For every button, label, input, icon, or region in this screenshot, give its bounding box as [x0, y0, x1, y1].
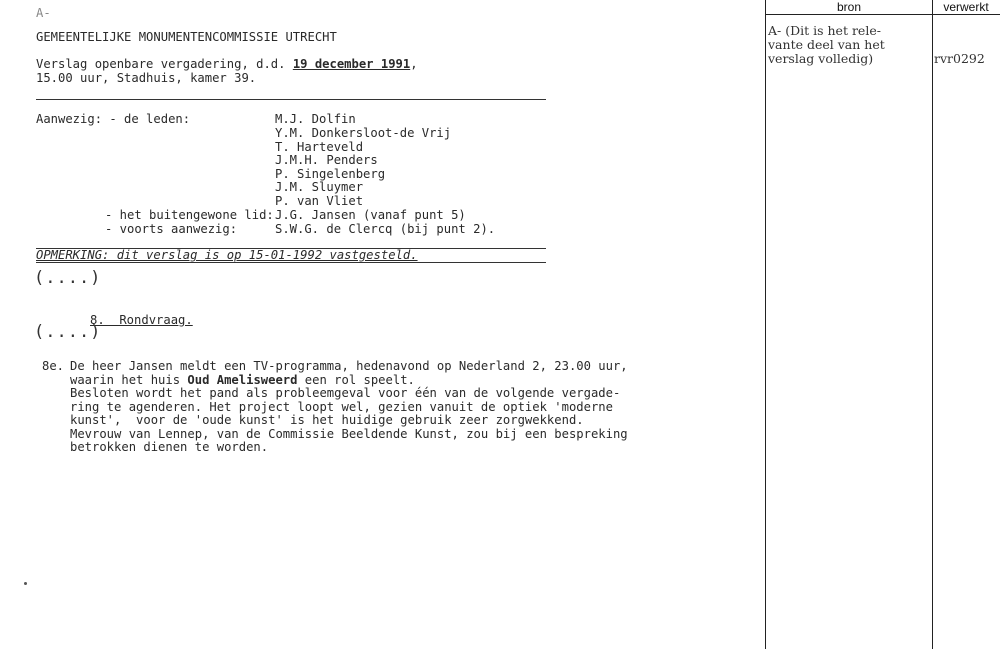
- extra-member-label: - het buitengewone lid:: [105, 208, 274, 222]
- meeting-date: 19 december 1991: [292, 57, 411, 71]
- bron-note-line-2: vante deel van het: [768, 37, 885, 52]
- report-suffix: ,: [410, 57, 418, 71]
- item-8e-line-2-suffix: een rol speelt.: [297, 373, 415, 387]
- item-8e-line-6: Mevrouw van Lennep, van de Commissie Beeldende Kunst, zou bij een bespreking: [70, 427, 628, 441]
- divider-remark-bottom: [36, 262, 546, 263]
- speck: [24, 582, 27, 585]
- also-present-label: - voorts aanwezig:: [105, 222, 238, 236]
- item-8-heading: 8. Rondvraag.: [90, 313, 193, 327]
- member-1: M.J. Dolfin: [275, 112, 356, 126]
- attendance-label: Aanwezig: - de leden:: [36, 112, 191, 126]
- ellipsis-2: (....): [34, 322, 102, 342]
- header-rule: [765, 14, 1000, 15]
- also-present-value: S.W.G. de Clercq (bij punt 2).: [275, 222, 496, 236]
- org-title: GEMEENTELIJKE MONUMENTENCOMMISSIE UTRECHT: [36, 30, 337, 44]
- house-name: Oud Amelisweerd: [187, 373, 298, 387]
- member-5: P. Singelenberg: [275, 167, 386, 181]
- bron-note-line-3: verslag volledig): [768, 51, 874, 66]
- item-8e-line-2-prefix: waarin het huis: [70, 373, 188, 387]
- item-8e-line-2: [70, 373, 415, 387]
- remark: OPMERKING: dit verslag is op 15-01-1992 vastgesteld.: [36, 248, 418, 262]
- ellipsis-1: (....): [34, 268, 102, 288]
- verwerkt-value: rvr0292: [934, 51, 985, 66]
- member-4: J.M.H. Penders: [275, 153, 378, 167]
- member-6: J.M. Sluymer: [275, 180, 364, 194]
- member-3: T. Harteveld: [275, 140, 364, 154]
- divider-top: [36, 99, 546, 100]
- member-7: P. van Vliet: [275, 194, 364, 208]
- extra-member-value: J.G. Jansen (vanaf punt 5): [275, 208, 466, 222]
- item-8e-number: 8e.: [42, 359, 65, 373]
- page-ref: A-: [36, 6, 51, 20]
- item-8e-line-1: De heer Jansen meldt een TV-programma, hedenavond op Nederland 2, 23.00 uur,: [70, 359, 628, 373]
- report-line-2: 15.00 uur, Stadhuis, kamer 39.: [36, 71, 257, 85]
- item-8e-line-5: kunst', voor de 'oude kunst' is het huidige gebruik zeer zorgwekkend.: [70, 413, 584, 427]
- item-8e-line-3: Besloten wordt het pand als probleemgeval voor één van de volgende vergade-: [70, 386, 621, 400]
- report-line-1: [36, 57, 418, 71]
- bron-column-border: [765, 0, 766, 649]
- bron-note-line-1: A- (Dit is het rele-: [768, 23, 881, 38]
- bron-header: bron: [836, 0, 862, 14]
- item-8e-line-4: ring te agenderen. Het project loopt wel, gezien vanuit de optiek 'moderne: [70, 400, 613, 414]
- item-8e-line-7: betrokken dienen te worden.: [70, 440, 269, 454]
- verwerkt-column-border: [932, 0, 933, 649]
- member-2: Y.M. Donkersloot-de Vrij: [275, 126, 452, 140]
- verwerkt-header: verwerkt: [943, 0, 989, 14]
- report-prefix: Verslag openbare vergadering, d.d.: [36, 57, 293, 71]
